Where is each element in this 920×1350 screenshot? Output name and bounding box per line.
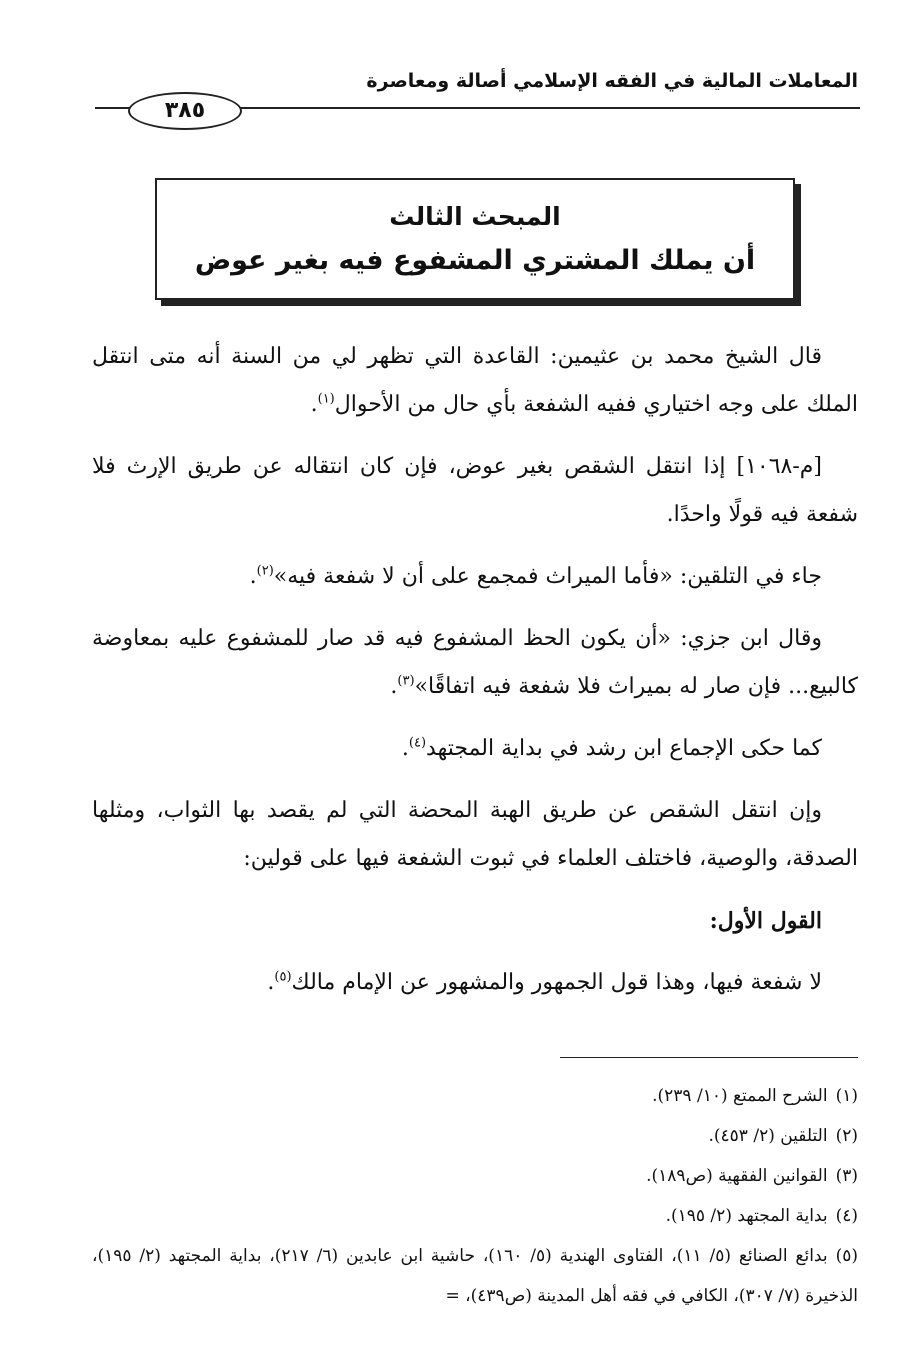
footnote-ref: (٣)	[397, 673, 415, 689]
paragraph: وإن انتقل الشقص عن طريق الهبة المحضة التي لم يقصد بها الثواب، ومثلها الصدقة، والوصية، فاختلف العلماء في ثبوت الشفعة فيها على قولين:	[92, 798, 858, 871]
footnote-separator	[560, 1057, 858, 1058]
paragraph: جاء في التلقين: «فأما الميراث فمجمع على أن لا شفعة فيه»$^{(٢)}$.	[249, 563, 822, 589]
paragraph: [م-١٠٦٨] إذا انتقل الشقص بغير عوض، فإن كان انتقاله عن طريق الإرث فلا شفعة فيه قولًا واحدًا.	[92, 454, 858, 527]
section-title: المبحث الثالث	[389, 202, 561, 231]
page-number: ٣٨٥	[128, 92, 242, 130]
footnote: (١)الشرح الممتع (١٠/ ٢٣٩).	[652, 1086, 858, 1106]
footnote-ref: (٥)	[274, 969, 292, 985]
paragraph: كما حكى الإجماع ابن رشد في بداية المجتهد$^{(٤)}$.	[401, 735, 822, 761]
paragraph: وقال ابن جزي: «أن يكون الحظ المشفوع فيه قد صار للمشفوع عليه بمعاوضة كالبيع... فإن صار له بميراث فلا شفعة فيه اتفاقًا»$^{(٣)}$.	[92, 626, 858, 699]
footnote: (٣)القوانين الفقهية (ص١٨٩).	[646, 1166, 858, 1186]
footnote-ref: (١)	[317, 391, 335, 407]
running-head: المعاملات المالية في الفقه الإسلامي أصالة ومعاصرة	[366, 70, 858, 92]
section-title-box	[155, 178, 795, 300]
main-text	[92, 333, 858, 1021]
footnote-ref: (٤)	[408, 735, 427, 751]
footnote-ref: (٢)	[256, 563, 274, 579]
paragraph: قال الشيخ محمد بن عثيمين: القاعدة التي تظهر لي من السنة أنه متى انتقل الملك على وجه اختياري ففيه الشفعة بأي حال من الأحوال$^{(١)}$.	[92, 344, 858, 417]
footnote: (٢)التلقين (٢/ ٤٥٣).	[708, 1126, 858, 1146]
footnote: (٥)بدائع الصنائع (٥/ ١١)، الفتاوى الهندية (٥/ ١٦٠)، حاشية ابن عابدين (٦/ ٢١٧)، بداية المجتهد (٢/ ١٩٥)، الذخيرة (٧/ ٣٠٧)، الكافي في فقه أهل المدينة (ص٤٣٩)، =	[92, 1246, 859, 1306]
footnotes	[92, 1076, 858, 1316]
footnote: (٤)بداية المجتهد (٢/ ١٩٥).	[665, 1206, 858, 1226]
paragraph: لا شفعة فيها، وهذا قول الجمهور والمشهور عن الإمام مالك$^{(٥)}$.	[267, 969, 822, 995]
section-subtitle: أن يملك المشتري المشفوع فيه بغير عوض	[194, 245, 756, 276]
first-opinion-heading: القول الأول:	[709, 908, 822, 934]
